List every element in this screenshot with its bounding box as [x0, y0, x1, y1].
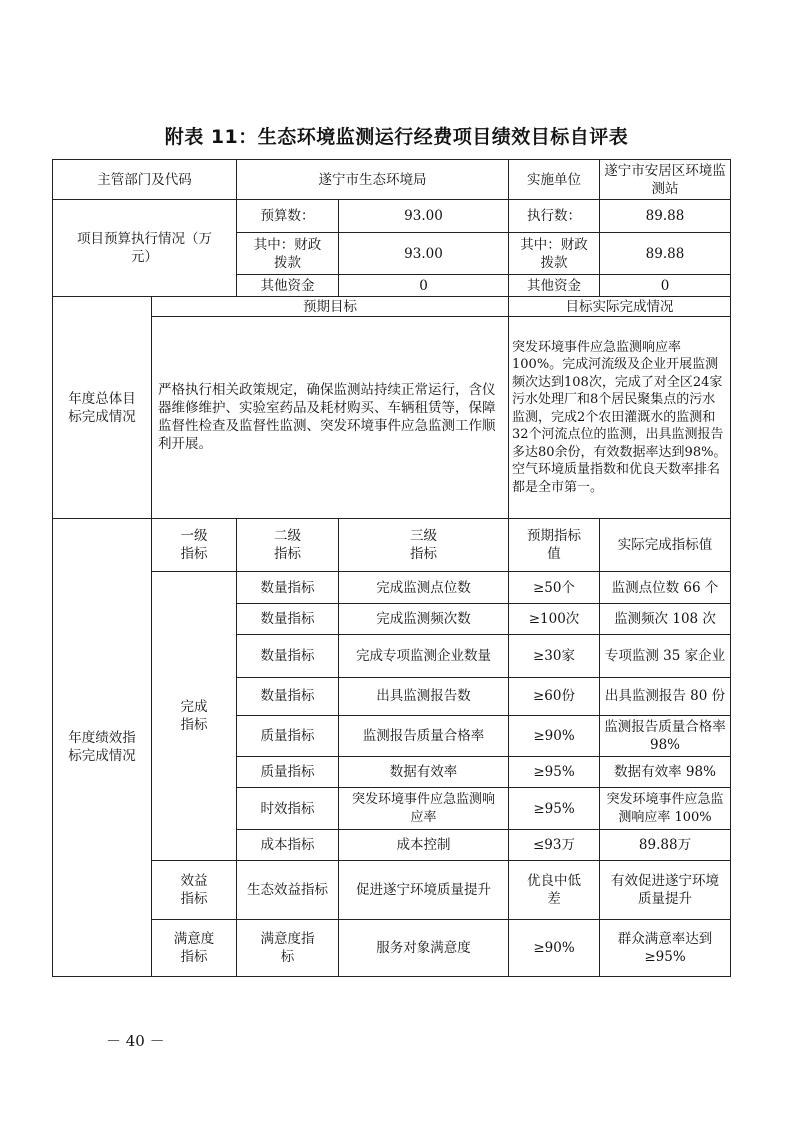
level2-cell: 时效指标: [237, 787, 339, 829]
budget-label: 项目预算执行情况（万元）: [53, 200, 237, 297]
actual-cell: 监测点位数 66 个: [600, 572, 731, 603]
level3-cell: 出具监测报告数: [339, 677, 509, 715]
budget-row-label: 预算数：: [237, 200, 339, 232]
exec-row-value: 89.88: [600, 200, 731, 232]
level3-cell: 完成专项监测企业数量: [339, 635, 509, 677]
level3-cell: 成本控制: [339, 830, 509, 860]
expected-cell: ≥90%: [509, 920, 600, 977]
page-number: － 40 －: [106, 1032, 165, 1050]
actual-cell: 专项监测 35 家企业: [600, 635, 731, 677]
level3-header: 三级指标: [339, 518, 509, 572]
level2-cell: 数量指标: [237, 677, 339, 715]
budget-row-value: 93.00: [339, 232, 509, 274]
level3-cell: 促进遂宁环境质量提升: [339, 860, 509, 920]
expected-cell: ≥60份: [509, 677, 600, 715]
annual-goal-row: [53, 316, 731, 518]
performance-label: 年度绩效指标完成情况: [53, 518, 152, 976]
actual-cell: 突发环境事件应急监测响应率 100%: [600, 787, 731, 829]
unit-label: 实施单位: [509, 160, 600, 200]
expected-cell: ≥50个: [509, 572, 600, 603]
actual-value-header: 实际完成指标值: [600, 518, 731, 572]
actual-cell: 监测报告质量合格率 98%: [600, 716, 731, 757]
level1-cell: 满意度指标: [152, 920, 237, 977]
actual-header: 目标实际完成情况: [509, 297, 731, 316]
unit-value: 遂宁市安居区环境监测站: [600, 160, 731, 200]
level2-header: 二级指标: [237, 518, 339, 572]
budget-row-label: 其他资金: [237, 275, 339, 297]
level1-cell: 效益指标: [152, 860, 237, 920]
header-row: [53, 160, 731, 200]
level3-cell: 完成监测点位数: [339, 572, 509, 603]
expected-cell: ≥90%: [509, 716, 600, 757]
actual-cell: 监测频次 108 次: [600, 603, 731, 634]
expected-cell: 优良中低差: [509, 860, 600, 920]
level2-cell: 成本指标: [237, 830, 339, 860]
annual-goal-header-row: [53, 297, 731, 316]
expected-cell: ≤93万: [509, 830, 600, 860]
budget-row: [53, 200, 731, 232]
level3-cell: 完成监测频次数: [339, 603, 509, 634]
actual-cell: 有效促进遂宁环境质量提升: [600, 860, 731, 920]
expected-value-header: 预期指标值: [509, 518, 600, 572]
budget-row-value: 93.00: [339, 200, 509, 232]
expected-cell: ≥95%: [509, 787, 600, 829]
expected-text: 严格执行相关政策规定，确保监测站持续正常运行，含仪器维修维护、实验室药品及耗材购买、车辆租赁等，保障监督性检查及监督性监测、突发环境事件应急监测工作顺利开展。: [152, 316, 509, 518]
level3-cell: 突发环境事件应急监测响应率: [339, 787, 509, 829]
level2-cell: 数量指标: [237, 635, 339, 677]
page-title: 附表 11：生态环境监测运行经费项目绩效目标自评表: [164, 126, 629, 148]
dept-value: 遂宁市生态环境局: [237, 160, 509, 200]
level2-cell: 质量指标: [237, 757, 339, 787]
exec-row-label: 其他资金: [509, 275, 600, 297]
performance-header-row: [53, 518, 731, 572]
table-row: [53, 920, 731, 977]
expected-header: 预期目标: [152, 297, 509, 316]
dept-label: 主管部门及代码: [53, 160, 237, 200]
table-row: [53, 860, 731, 920]
budget-row-value: 0: [339, 275, 509, 297]
level2-cell: 生态效益指标: [237, 860, 339, 920]
level2-cell: 数量指标: [237, 572, 339, 603]
exec-row-label: 执行数：: [509, 200, 600, 232]
level1-cell: 完成指标: [152, 572, 237, 860]
level3-cell: 服务对象满意度: [339, 920, 509, 977]
expected-cell: ≥95%: [509, 757, 600, 787]
actual-cell: 89.88万: [600, 830, 731, 860]
actual-cell: 数据有效率 98%: [600, 757, 731, 787]
actual-text: 突发环境事件应急监测响应率100%。完成河流级及企业开展监测频次达到108次，完成了对全区24家污水处理厂和8个居民聚集点的污水监测，完成2个农田灌溉水的监测和32个河流点位的监测，出具监测报告多达80余份，有效数据率达到98%。空气环境质量指数和优良天数率排名都是全市第一。: [509, 316, 731, 518]
expected-cell: ≥100次: [509, 603, 600, 634]
level3-cell: 数据有效率: [339, 757, 509, 787]
exec-row-value: 89.88: [600, 232, 731, 274]
level3-cell: 监测报告质量合格率: [339, 716, 509, 757]
actual-cell: 出具监测报告 80 份: [600, 677, 731, 715]
evaluation-table: [52, 159, 731, 977]
budget-row-label: 其中：财政拨款: [237, 232, 339, 274]
table-row: [53, 572, 731, 603]
exec-row-label: 其中：财政拨款: [509, 232, 600, 274]
level2-cell: 数量指标: [237, 603, 339, 634]
level2-cell: 质量指标: [237, 716, 339, 757]
expected-cell: ≥30家: [509, 635, 600, 677]
level2-cell: 满意度指标: [237, 920, 339, 977]
annual-goal-label: 年度总体目标完成情况: [53, 297, 152, 518]
exec-row-value: 0: [600, 275, 731, 297]
level1-header: 一级指标: [152, 518, 237, 572]
actual-cell: 群众满意率达到≥95%: [600, 920, 731, 977]
